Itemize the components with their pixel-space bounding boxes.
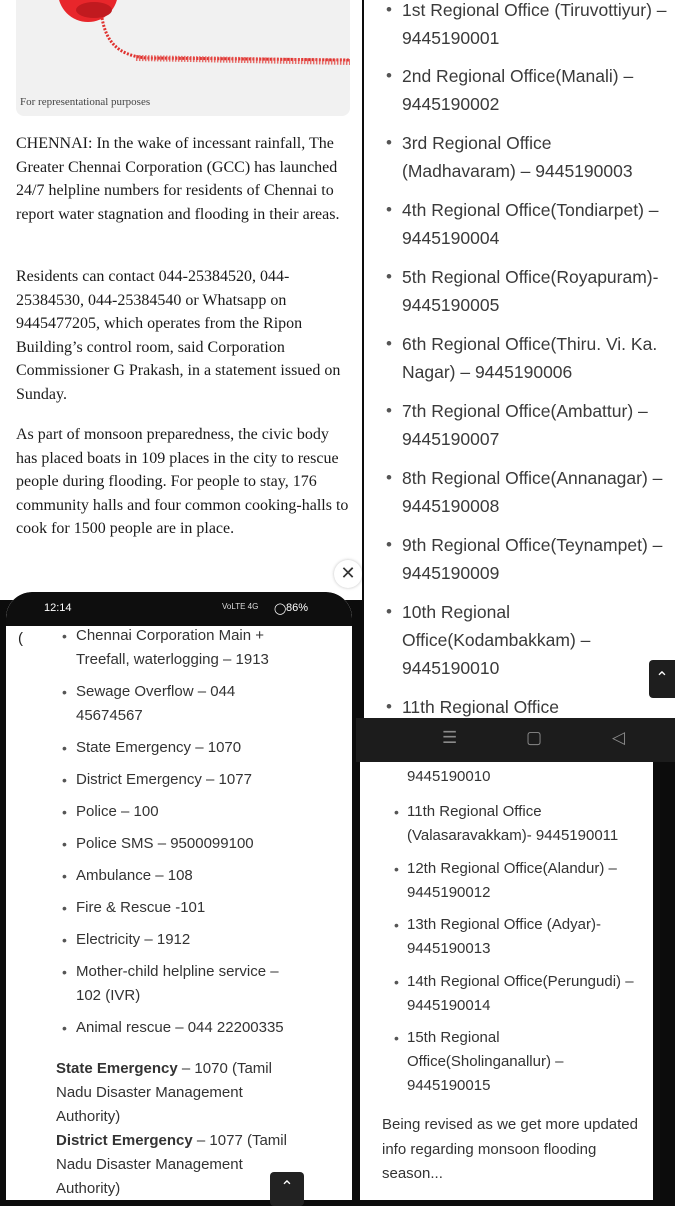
signal-indicator: VoLTE 4G bbox=[222, 602, 259, 611]
list-item: • 8th Regional Office(Annanagar) – 9445190008 bbox=[386, 468, 663, 516]
chevron-up-icon: ⌃ bbox=[280, 1179, 294, 1196]
photo-caption: For representational purposes bbox=[20, 96, 151, 108]
list-item: • 1st Regional Office (Tiruvottiyur) – 9445190001 bbox=[386, 0, 667, 48]
list-item: • Animal rescue – 044 22200335 bbox=[62, 1019, 284, 1036]
district-emergency-note: District Emergency – 1077 (Tamil Nadu Disaster Management Authority) bbox=[56, 1132, 287, 1197]
list-item: • Chennai Corporation Main + Treefall, waterlogging – 1913 bbox=[62, 627, 269, 668]
recent-apps-icon[interactable]: ☰ bbox=[442, 728, 458, 747]
list-item: • 11th Regional Office (Valasaravakkam)- 9445190011 bbox=[394, 803, 619, 844]
back-icon[interactable]: ◁ bbox=[612, 728, 626, 747]
scroll-up-button[interactable] bbox=[649, 660, 675, 698]
list-item: • Sewage Overflow – 044 45674567 bbox=[62, 683, 236, 724]
list-item: • 7th Regional Office(Ambattur) – 9445190007 bbox=[386, 401, 648, 449]
list-item: • 13th Regional Office (Adyar)- 9445190013 bbox=[394, 916, 601, 957]
android-navigation-bar bbox=[356, 718, 675, 762]
home-icon[interactable]: ▢ bbox=[526, 728, 543, 747]
list-item: • 9th Regional Office(Teynampet) – 9445190009 bbox=[386, 535, 663, 583]
list-item: • 6th Regional Office(Thiru. Vi. Ka. Nagar) – 9445190006 bbox=[386, 334, 658, 382]
status-time: 12:14 bbox=[44, 602, 72, 614]
list-item: • Police – 100 bbox=[62, 803, 159, 820]
list-item: • Fire & Rescue -101 bbox=[62, 899, 206, 916]
list-item: • Ambulance – 108 bbox=[62, 867, 193, 884]
list-item: • 5th Regional Office(Royapuram)- 9445190005 bbox=[386, 267, 659, 315]
list-item: • Electricity – 1912 bbox=[62, 931, 191, 948]
list-item: • 10th Regional Office(Kodambakkam) – 9445190010 bbox=[386, 602, 591, 678]
article-paragraph-2: Residents can contact 044-25384520, 044-25384530, 044-25384540 or Whatsapp on 9445477205, which operates from the Ripon Building’s control room, said Corporation Commissioner G Prakash, in a statement issued on Sunday. bbox=[16, 268, 341, 403]
close-icon[interactable]: ✕ bbox=[334, 560, 362, 588]
chevron-up-icon: ⌃ bbox=[655, 670, 669, 687]
scroll-up-button-phone[interactable] bbox=[270, 1172, 304, 1206]
list-item: • State Emergency – 1070 bbox=[62, 739, 242, 756]
regional-office-panel bbox=[364, 0, 675, 718]
state-emergency-note: State Emergency – 1070 (Tamil Nadu Disaster Management Authority) bbox=[56, 1060, 272, 1125]
list-item: • Mother-child helpline service – 102 (IVR) bbox=[62, 963, 279, 1004]
revision-note: Being revised as we get more updated info regarding monsoon flooding season... bbox=[382, 1116, 638, 1182]
phone-screenshot-panel bbox=[6, 592, 352, 1200]
list-item: • 14th Regional Office(Perungudi) – 9445190014 bbox=[394, 973, 634, 1014]
regional-office-continued-panel bbox=[360, 762, 653, 1200]
battery-level: 86% bbox=[286, 602, 309, 614]
list-item: • 2nd Regional Office(Manali) – 9445190002 bbox=[386, 66, 634, 114]
continued-number: 9445190010 bbox=[407, 768, 491, 785]
article-paragraph-1: CHENNAI: In the wake of incessant rainfall, The Greater Chennai Corporation (GCC) has launched 24/7 helpline numbers for residents of Chennai to report water stagnation and flooding in their areas. bbox=[16, 135, 340, 223]
list-item: • Police SMS – 9500099100 bbox=[62, 835, 254, 852]
list-item: • 4th Regional Office(Tondiarpet) – 9445190004 bbox=[386, 200, 659, 248]
list-item: • 12th Regional Office(Alandur) – 9445190012 bbox=[394, 860, 617, 901]
left-edge bbox=[0, 600, 6, 1200]
status-bar bbox=[6, 592, 352, 626]
article-paragraph-3: As part of monsoon preparedness, the civic body has placed boats in 109 places in the city to rescue people during flooding. For people to stay, 176 community halls and four common cooking-halls to cook for 1500 people are in place. bbox=[16, 426, 349, 538]
news-article-panel bbox=[0, 0, 362, 600]
cropped-heading-fragment: ( bbox=[18, 630, 23, 647]
list-item: • District Emergency – 1077 bbox=[62, 771, 252, 788]
list-item: • 15th Regional Office(Sholinganallur) – 9445190015 bbox=[394, 1029, 564, 1094]
list-item: • 11th Regional Office bbox=[386, 697, 559, 717]
list-item: • 3rd Regional Office (Madhavaram) – 9445190003 bbox=[386, 133, 633, 181]
battery-icon: ◯ bbox=[274, 603, 287, 615]
